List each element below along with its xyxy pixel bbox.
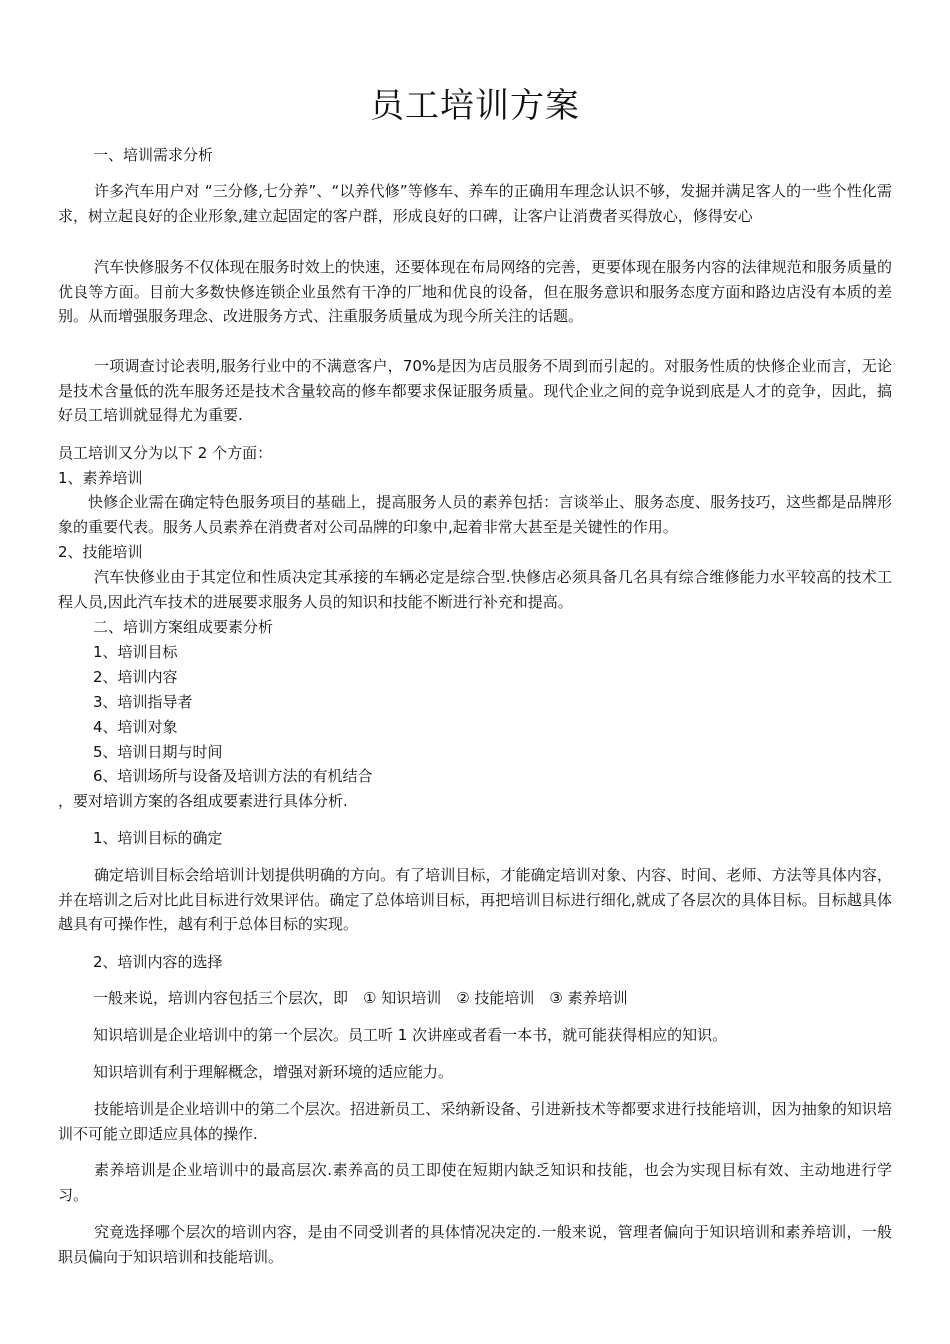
list-item-element-1: 1、培训目标 (93, 643, 178, 661)
quality-training-paragraph: 素养培训是企业培训中的最高层次.素养高的员工即使在短期内缺乏知识和技能，也会为实现目标有效、主动地进行学习。 (58, 1161, 892, 1204)
aspects-intro: 员工培训又分为以下 2 个方面： (58, 444, 273, 462)
section-2-heading: 二、培训方案组成要素分析 (93, 618, 274, 636)
subsection-1-heading: 1、培训目标的确定 (93, 829, 223, 847)
paragraph-2: 汽车快修服务不仅体现在服务时效上的快速，还要体现在布局网络的完善，更要体现在服务内容的法律规范和服务质量的优良等方面。目前大多数快修连锁企业虽然有干净的厂地和优良的设备，但在服务意识和服务态度方面和路边店没有本质的差别。从而增强服务理念、改进服务方式、注重服务质量成为现今所关注的话题。 (58, 258, 892, 325)
skill-training-paragraph: 技能培训是企业培训中的第二个层次。招进新员工、采纳新设备、引进新技术等都要求进行技能培训，因为抽象的知识培训不可能立即适应具体的操作. (58, 1100, 892, 1143)
list-item-element-6: 6、培训场所与设备及培训方法的有机结合 (93, 767, 373, 785)
list-item-element-5: 5、培训日期与时间 (93, 743, 223, 761)
aspect-1-text: 快修企业需在确定特色服务项目的基础上，提高服务人员的素养包括：言谈举止、服务态度、服务技巧，这些都是品牌形象的重要代表。服务人员素养在消费者对公司品牌的印象中,起着非常大甚至是关键性的作用。 (58, 493, 892, 536)
knowledge-training-paragraph: 知识培训是企业培训中的第一个层次。员工听 1 次讲座或者看一本书，就可能获得相应的知识。 (93, 1026, 728, 1044)
list-item-element-2: 2、培训内容 (93, 668, 178, 686)
subsection-2-heading: 2、培训内容的选择 (93, 953, 223, 971)
content-choice-paragraph: 究竟选择哪个层次的培训内容，是由不同受训者的具体情况决定的.一般来说，管理者偏向于知识培训和素养培训，一般职员偏向于知识培训和技能培训。 (58, 1223, 892, 1266)
document-title: 员工培训方案 (370, 86, 580, 126)
paragraph-3: 一项调查讨论表明,服务行业中的不满意客户，70%是因为店员服务不周到而引起的。对服务性质的快修企业而言，无论是技术含量低的洗车服务还是技术含量较高的修车都要求保证服务质量。现代企业之间的竞争说到底是人才的竞争，因此，搞好员工培训就显得尤为重要. (58, 357, 892, 424)
paragraph-1: 许多汽车用户对 “三分修,七分养”、“以养代修”等修车、养车的正确用车理念认识不够，发掘并满足客人的一些个性化需求，树立起良好的企业形象,建立起固定的客户群，形成良好的口碑，让客户让消费者买得放心，修得安心 (58, 182, 892, 225)
aspect-1-heading: 1、素养培训 (58, 469, 143, 487)
aspect-2-heading: 2、技能培训 (58, 543, 143, 561)
list-item-element-3: 3、培训指导者 (93, 693, 193, 711)
list-item-element-4: 4、培训对象 (93, 718, 178, 736)
subsection-1-text: 确定培训目标会给培训计划提供明确的方向。有了培训目标，才能确定培训对象、内容、时间、老师、方法等具体内容，并在培训之后对比此目标进行效果评估。确定了总体培训目标，再把培训目标进行细化,就成了各层次的具体目标。目标越具体越具有可操作性，越有利于总体目标的实现。 (58, 866, 892, 933)
section-1-heading: 一、培训需求分析 (93, 146, 214, 164)
aspect-2-text: 汽车快修业由于其定位和性质决定其承接的车辆必定是综合型.快修店必须具备几名具有综合维修能力水平较高的技术工程人员,因此汽车技术的进展要求服务人员的知识和技能不断进行补充和提高。 (58, 568, 892, 611)
elements-tail: ，要对培训方案的各组成要素进行具体分析. (58, 792, 348, 810)
knowledge-benefit-paragraph: 知识培训有利于理解概念，增强对新环境的适应能力。 (93, 1063, 454, 1081)
training-levels-line: 一般来说，培训内容包括三个层次，即 ① 知识培训 ② 技能培训 ③ 素养培训 (93, 989, 628, 1007)
